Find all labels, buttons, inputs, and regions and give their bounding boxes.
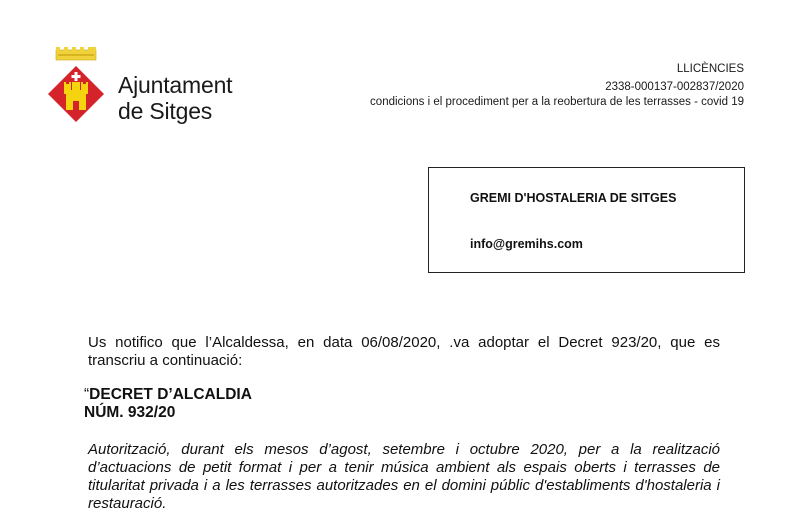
department-label: LLICÈNCIES: [676, 63, 744, 75]
logo-line-1: Ajuntament: [118, 72, 233, 98]
decree-title-line-1: DECRET D’ALCALDIA: [89, 386, 252, 403]
recipient-name: GREMI D'HOSTALERIA DE SITGES: [470, 191, 677, 205]
recipient-email: info@gremihs.com: [470, 237, 583, 251]
logo-line-2: de Sitges: [118, 98, 213, 124]
file-reference: 2338-000137-002837/2020: [605, 81, 744, 93]
decree-title: [84, 386, 252, 422]
municipality-name: [118, 72, 232, 124]
recipient-address-box: [428, 167, 745, 273]
file-subject: condicions i el procediment per a la reobertura de les terrasses - covid 19: [370, 96, 744, 108]
decree-title-line-2: NÚM. 932/20: [84, 404, 176, 421]
diamond-shield-icon: [48, 66, 104, 122]
decree-open-quote: “: [84, 386, 90, 403]
intro-paragraph: Us notifico que l’Alcaldessa, en data 06/08/2020, .va adoptar el Decret 923/20, que es transcriu a continuació:: [88, 334, 720, 369]
decree-summary: Autorització, durant els mesos d’agost, setembre i octubre 2020, per a la realització d’actuacions de petit format i per a tenir música ambient als espais oberts i terrasses de titularitat privada i a les terrasses autoritzades en el domini públic d'establiments d'hostaleria i restauració.: [88, 441, 720, 512]
crown-icon: [56, 47, 96, 60]
